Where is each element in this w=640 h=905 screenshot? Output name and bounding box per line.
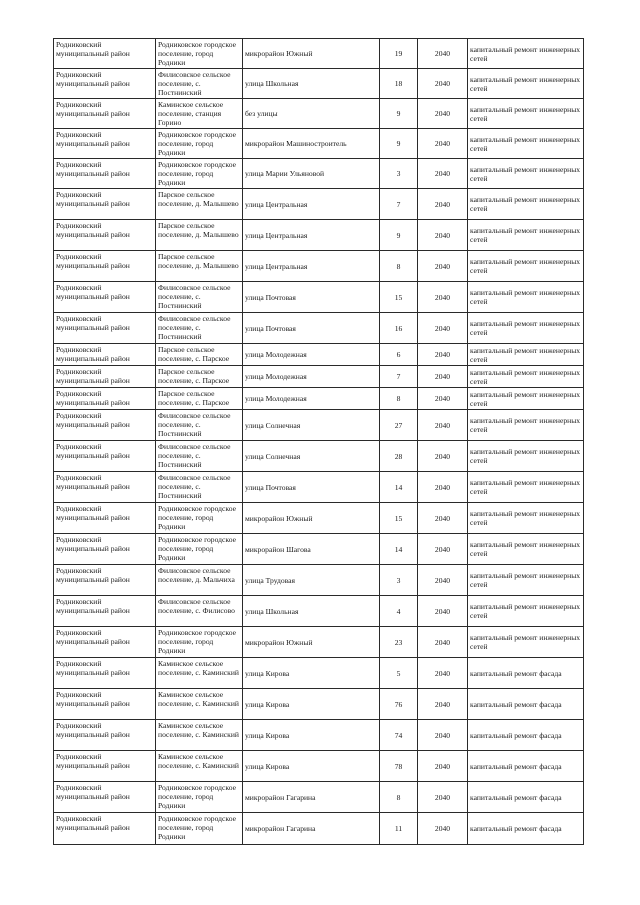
house-number-cell: 4	[380, 596, 418, 627]
settlement-cell: Парское сельское поселение, д. Малышево	[156, 251, 243, 282]
district-cell: Родниковский муниципальный район	[54, 658, 156, 689]
settlement-cell: Каминское сельское поселение, с. Каминский	[156, 751, 243, 782]
district-cell: Родниковский муниципальный район	[54, 69, 156, 99]
settlement-cell: Каминское сельское поселение, с. Каминский	[156, 720, 243, 751]
work-type-cell: капитальный ремонт инженерных сетей	[468, 344, 584, 366]
settlement-cell: Родниковское городское поселение, город Родники	[156, 627, 243, 658]
settlement-cell: Родниковское городское поселение, город Родники	[156, 159, 243, 189]
table-row	[54, 782, 584, 813]
district-cell: Родниковский муниципальный район	[54, 627, 156, 658]
street-cell: улица Молодежная	[243, 388, 380, 410]
year-cell: 2040	[418, 782, 468, 813]
settlement-cell: Каминское сельское поселение, станция Горино	[156, 99, 243, 129]
table-row	[54, 658, 584, 689]
year-cell: 2040	[418, 39, 468, 69]
work-type-cell: капитальный ремонт инженерных сетей	[468, 69, 584, 99]
house-number-cell: 15	[380, 282, 418, 313]
district-cell: Родниковский муниципальный район	[54, 720, 156, 751]
table-row	[54, 251, 584, 282]
house-number-cell: 9	[380, 220, 418, 251]
street-cell: улица Почтовая	[243, 282, 380, 313]
settlement-cell: Филисовское сельское поселение, с. Постнинский	[156, 410, 243, 441]
settlement-cell: Филисовское сельское поселение, с. Постнинский	[156, 472, 243, 503]
table-row	[54, 596, 584, 627]
work-type-cell: капитальный ремонт инженерных сетей	[468, 220, 584, 251]
street-cell: улица Школьная	[243, 596, 380, 627]
work-type-cell: капитальный ремонт фасада	[468, 782, 584, 813]
work-type-cell: капитальный ремонт фасада	[468, 813, 584, 845]
work-type-cell: капитальный ремонт инженерных сетей	[468, 441, 584, 472]
year-cell: 2040	[418, 627, 468, 658]
year-cell: 2040	[418, 689, 468, 720]
work-type-cell: капитальный ремонт фасада	[468, 658, 584, 689]
settlement-cell: Филисовское сельское поселение, с. Постнинский	[156, 313, 243, 344]
street-cell: улица Кирова	[243, 658, 380, 689]
table-row	[54, 366, 584, 388]
year-cell: 2040	[418, 658, 468, 689]
year-cell: 2040	[418, 159, 468, 189]
housing-repair-table	[53, 38, 584, 845]
house-number-cell: 8	[380, 251, 418, 282]
house-number-cell: 78	[380, 751, 418, 782]
work-type-cell: капитальный ремонт инженерных сетей	[468, 313, 584, 344]
house-number-cell: 15	[380, 503, 418, 534]
year-cell: 2040	[418, 596, 468, 627]
house-number-cell: 27	[380, 410, 418, 441]
table-row	[54, 129, 584, 159]
settlement-cell: Филисовское сельское поселение, с. Постнинский	[156, 282, 243, 313]
year-cell: 2040	[418, 99, 468, 129]
street-cell: микрорайон Гагарина	[243, 782, 380, 813]
district-cell: Родниковский муниципальный район	[54, 282, 156, 313]
house-number-cell: 7	[380, 189, 418, 220]
table-row	[54, 472, 584, 503]
street-cell: без улицы	[243, 99, 380, 129]
year-cell: 2040	[418, 813, 468, 845]
house-number-cell: 7	[380, 366, 418, 388]
year-cell: 2040	[418, 366, 468, 388]
settlement-cell: Каминское сельское поселение, с. Каминский	[156, 689, 243, 720]
settlement-cell: Родниковское городское поселение, город Родники	[156, 129, 243, 159]
street-cell: улица Кирова	[243, 689, 380, 720]
street-cell: микрорайон Южный	[243, 39, 380, 69]
house-number-cell: 8	[380, 388, 418, 410]
settlement-cell: Родниковское городское поселение, город Родники	[156, 39, 243, 69]
year-cell: 2040	[418, 472, 468, 503]
district-cell: Родниковский муниципальный район	[54, 751, 156, 782]
work-type-cell: капитальный ремонт фасада	[468, 689, 584, 720]
street-cell: улица Центральная	[243, 189, 380, 220]
district-cell: Родниковский муниципальный район	[54, 441, 156, 472]
table-row	[54, 565, 584, 596]
street-cell: улица Кирова	[243, 751, 380, 782]
table-row	[54, 69, 584, 99]
year-cell: 2040	[418, 313, 468, 344]
table-row	[54, 720, 584, 751]
street-cell: улица Центральная	[243, 220, 380, 251]
house-number-cell: 3	[380, 565, 418, 596]
settlement-cell: Филисовское сельское поселение, д. Мальчиха	[156, 565, 243, 596]
year-cell: 2040	[418, 220, 468, 251]
district-cell: Родниковский муниципальный район	[54, 596, 156, 627]
district-cell: Родниковский муниципальный район	[54, 388, 156, 410]
year-cell: 2040	[418, 441, 468, 472]
work-type-cell: капитальный ремонт инженерных сетей	[468, 189, 584, 220]
settlement-cell: Филисовское сельское поселение, с. Филисово	[156, 596, 243, 627]
work-type-cell: капитальный ремонт инженерных сетей	[468, 503, 584, 534]
street-cell: улица Кирова	[243, 720, 380, 751]
house-number-cell: 16	[380, 313, 418, 344]
table-row	[54, 534, 584, 565]
table-row	[54, 189, 584, 220]
house-number-cell: 3	[380, 159, 418, 189]
house-number-cell: 9	[380, 129, 418, 159]
house-number-cell: 11	[380, 813, 418, 845]
district-cell: Родниковский муниципальный район	[54, 313, 156, 344]
year-cell: 2040	[418, 282, 468, 313]
house-number-cell: 74	[380, 720, 418, 751]
street-cell: микрорайон Шагова	[243, 534, 380, 565]
house-number-cell: 9	[380, 99, 418, 129]
street-cell: улица Почтовая	[243, 313, 380, 344]
house-number-cell: 23	[380, 627, 418, 658]
street-cell: улица Молодежная	[243, 344, 380, 366]
year-cell: 2040	[418, 503, 468, 534]
district-cell: Родниковский муниципальный район	[54, 410, 156, 441]
district-cell: Родниковский муниципальный район	[54, 782, 156, 813]
settlement-cell: Родниковское городское поселение, город Родники	[156, 534, 243, 565]
street-cell: улица Почтовая	[243, 472, 380, 503]
settlement-cell: Филисовское сельское поселение, с. Постнинский	[156, 69, 243, 99]
district-cell: Родниковский муниципальный район	[54, 366, 156, 388]
year-cell: 2040	[418, 410, 468, 441]
table-row	[54, 39, 584, 69]
street-cell: микрорайон Машиностроитель	[243, 129, 380, 159]
district-cell: Родниковский муниципальный район	[54, 220, 156, 251]
work-type-cell: капитальный ремонт инженерных сетей	[468, 534, 584, 565]
street-cell: микрорайон Гагарина	[243, 813, 380, 845]
settlement-cell: Парское сельское поселение, с. Парское	[156, 344, 243, 366]
district-cell: Родниковский муниципальный район	[54, 344, 156, 366]
table-row	[54, 99, 584, 129]
settlement-cell: Парское сельское поселение, с. Парское	[156, 366, 243, 388]
house-number-cell: 76	[380, 689, 418, 720]
work-type-cell: капитальный ремонт инженерных сетей	[468, 251, 584, 282]
table-row	[54, 220, 584, 251]
table-row	[54, 689, 584, 720]
settlement-cell: Родниковское городское поселение, город Родники	[156, 813, 243, 845]
district-cell: Родниковский муниципальный район	[54, 503, 156, 534]
table-row	[54, 313, 584, 344]
street-cell: улица Трудовая	[243, 565, 380, 596]
year-cell: 2040	[418, 388, 468, 410]
table-row	[54, 503, 584, 534]
table-row	[54, 441, 584, 472]
work-type-cell: капитальный ремонт инженерных сетей	[468, 472, 584, 503]
street-cell: улица Школьная	[243, 69, 380, 99]
district-cell: Родниковский муниципальный район	[54, 472, 156, 503]
year-cell: 2040	[418, 344, 468, 366]
street-cell: улица Солнечная	[243, 410, 380, 441]
district-cell: Родниковский муниципальный район	[54, 99, 156, 129]
work-type-cell: капитальный ремонт инженерных сетей	[468, 39, 584, 69]
settlement-cell: Парское сельское поселение, с. Парское	[156, 388, 243, 410]
district-cell: Родниковский муниципальный район	[54, 129, 156, 159]
district-cell: Родниковский муниципальный район	[54, 565, 156, 596]
settlement-cell: Филисовское сельское поселение, с. Постнинский	[156, 441, 243, 472]
street-cell: микрорайон Южный	[243, 627, 380, 658]
settlement-cell: Родниковское городское поселение, город Родники	[156, 782, 243, 813]
district-cell: Родниковский муниципальный район	[54, 689, 156, 720]
district-cell: Родниковский муниципальный район	[54, 534, 156, 565]
work-type-cell: капитальный ремонт фасада	[468, 720, 584, 751]
table-row	[54, 627, 584, 658]
street-cell: улица Молодежная	[243, 366, 380, 388]
work-type-cell: капитальный ремонт инженерных сетей	[468, 627, 584, 658]
house-number-cell: 28	[380, 441, 418, 472]
street-cell: микрорайон Южный	[243, 503, 380, 534]
work-type-cell: капитальный ремонт инженерных сетей	[468, 366, 584, 388]
year-cell: 2040	[418, 69, 468, 99]
table-row	[54, 751, 584, 782]
year-cell: 2040	[418, 751, 468, 782]
house-number-cell: 5	[380, 658, 418, 689]
table-row	[54, 410, 584, 441]
district-cell: Родниковский муниципальный район	[54, 189, 156, 220]
street-cell: улица Солнечная	[243, 441, 380, 472]
work-type-cell: капитальный ремонт инженерных сетей	[468, 410, 584, 441]
settlement-cell: Родниковское городское поселение, город Родники	[156, 503, 243, 534]
house-number-cell: 14	[380, 472, 418, 503]
work-type-cell: капитальный ремонт инженерных сетей	[468, 282, 584, 313]
settlement-cell: Парское сельское поселение, д. Малышево	[156, 220, 243, 251]
district-cell: Родниковский муниципальный район	[54, 813, 156, 845]
street-cell: улица Центральная	[243, 251, 380, 282]
work-type-cell: капитальный ремонт фасада	[468, 751, 584, 782]
district-cell: Родниковский муниципальный район	[54, 159, 156, 189]
house-number-cell: 6	[380, 344, 418, 366]
year-cell: 2040	[418, 129, 468, 159]
work-type-cell: капитальный ремонт инженерных сетей	[468, 388, 584, 410]
street-cell: улица Марии Ульяновой	[243, 159, 380, 189]
work-type-cell: капитальный ремонт инженерных сетей	[468, 596, 584, 627]
district-cell: Родниковский муниципальный район	[54, 39, 156, 69]
table-row	[54, 344, 584, 366]
year-cell: 2040	[418, 251, 468, 282]
table-body	[54, 39, 584, 845]
house-number-cell: 8	[380, 782, 418, 813]
house-number-cell: 18	[380, 69, 418, 99]
table-row	[54, 282, 584, 313]
year-cell: 2040	[418, 720, 468, 751]
table-row	[54, 813, 584, 845]
work-type-cell: капитальный ремонт инженерных сетей	[468, 129, 584, 159]
table-row	[54, 159, 584, 189]
work-type-cell: капитальный ремонт инженерных сетей	[468, 565, 584, 596]
house-number-cell: 19	[380, 39, 418, 69]
house-number-cell: 14	[380, 534, 418, 565]
year-cell: 2040	[418, 565, 468, 596]
work-type-cell: капитальный ремонт инженерных сетей	[468, 159, 584, 189]
district-cell: Родниковский муниципальный район	[54, 251, 156, 282]
settlement-cell: Парское сельское поселение, д. Малышево	[156, 189, 243, 220]
table-row	[54, 388, 584, 410]
work-type-cell: капитальный ремонт инженерных сетей	[468, 99, 584, 129]
year-cell: 2040	[418, 534, 468, 565]
settlement-cell: Каминское сельское поселение, с. Каминский	[156, 658, 243, 689]
year-cell: 2040	[418, 189, 468, 220]
